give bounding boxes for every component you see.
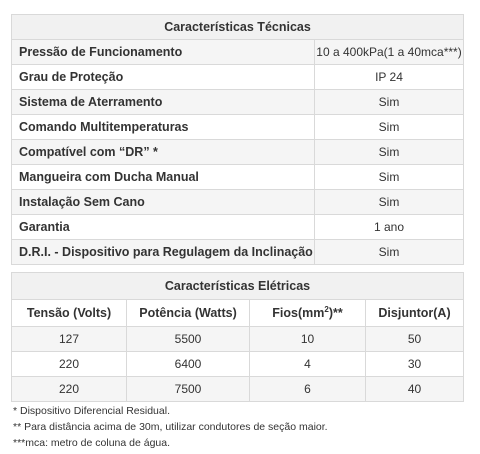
spec-label: Sistema de Aterramento <box>12 90 315 115</box>
cell-tensao: 220 <box>12 377 127 402</box>
electrical-specs-table <box>11 272 464 402</box>
spec-label: Compatível com “DR” * <box>12 140 315 165</box>
cell-tensao: 220 <box>12 352 127 377</box>
table-row <box>12 40 464 65</box>
spec-label: Grau de Proteção <box>12 65 315 90</box>
spec-value: Sim <box>315 165 464 190</box>
cell-fios: 4 <box>250 352 366 377</box>
cell-fios: 6 <box>250 377 366 402</box>
footnote-mca: ***mca: metro de coluna de água. <box>13 437 171 449</box>
spec-value: IP 24 <box>315 65 464 90</box>
table-row <box>12 140 464 165</box>
fios-header-suffix: )** <box>328 306 343 321</box>
cell-disjuntor: 40 <box>366 377 464 402</box>
spec-value: Sim <box>315 190 464 215</box>
table-row <box>12 115 464 140</box>
spec-label: Instalação Sem Cano <box>12 190 315 215</box>
table-row <box>12 190 464 215</box>
header-row <box>12 300 464 327</box>
spec-value: Sim <box>315 115 464 140</box>
spec-label: Comando Multitemperaturas <box>12 115 315 140</box>
table-row <box>12 165 464 190</box>
cell-potencia: 6400 <box>127 352 250 377</box>
table-row <box>12 327 464 352</box>
table-row <box>12 215 464 240</box>
table-row <box>12 377 464 402</box>
fios-header-superscript: 2 <box>324 305 329 315</box>
electrical-specs-title: Características Elétricas <box>12 273 464 300</box>
cell-disjuntor: 50 <box>366 327 464 352</box>
technical-specs-table <box>11 14 464 265</box>
spec-value: Sim <box>315 90 464 115</box>
spec-label: Garantia <box>12 215 315 240</box>
footnote-dr: * Dispositivo Diferencial Residual. <box>13 405 170 417</box>
spec-value: Sim <box>315 240 464 265</box>
table-row <box>12 90 464 115</box>
table-row <box>12 65 464 90</box>
spec-value: 1 ano <box>315 215 464 240</box>
spec-label: D.R.I. - Dispositivo para Regulagem da Inclinação <box>12 240 315 265</box>
spec-label: Pressão de Funcionamento <box>12 40 315 65</box>
cell-potencia: 5500 <box>127 327 250 352</box>
column-header-disjuntor: Disjuntor(A) <box>366 300 464 327</box>
technical-specs-title: Características Técnicas <box>12 15 464 40</box>
cell-disjuntor: 30 <box>366 352 464 377</box>
table-row <box>12 240 464 265</box>
spec-value: 10 a 400kPa(1 a 40mca***) <box>315 40 464 65</box>
column-header-potencia: Potência (Watts) <box>127 300 250 327</box>
cell-potencia: 7500 <box>127 377 250 402</box>
footnote-distance: ** Para distância acima de 30m, utilizar condutores de seção maior. <box>13 421 328 433</box>
column-header-fios <box>250 300 366 327</box>
footnotes <box>13 403 328 451</box>
column-header-tensao: Tensão (Volts) <box>12 300 127 327</box>
fios-header-text: Fios(mm <box>272 306 325 321</box>
cell-fios: 10 <box>250 327 366 352</box>
spec-label: Mangueira com Ducha Manual <box>12 165 315 190</box>
spec-value: Sim <box>315 140 464 165</box>
table-row <box>12 352 464 377</box>
cell-tensao: 127 <box>12 327 127 352</box>
